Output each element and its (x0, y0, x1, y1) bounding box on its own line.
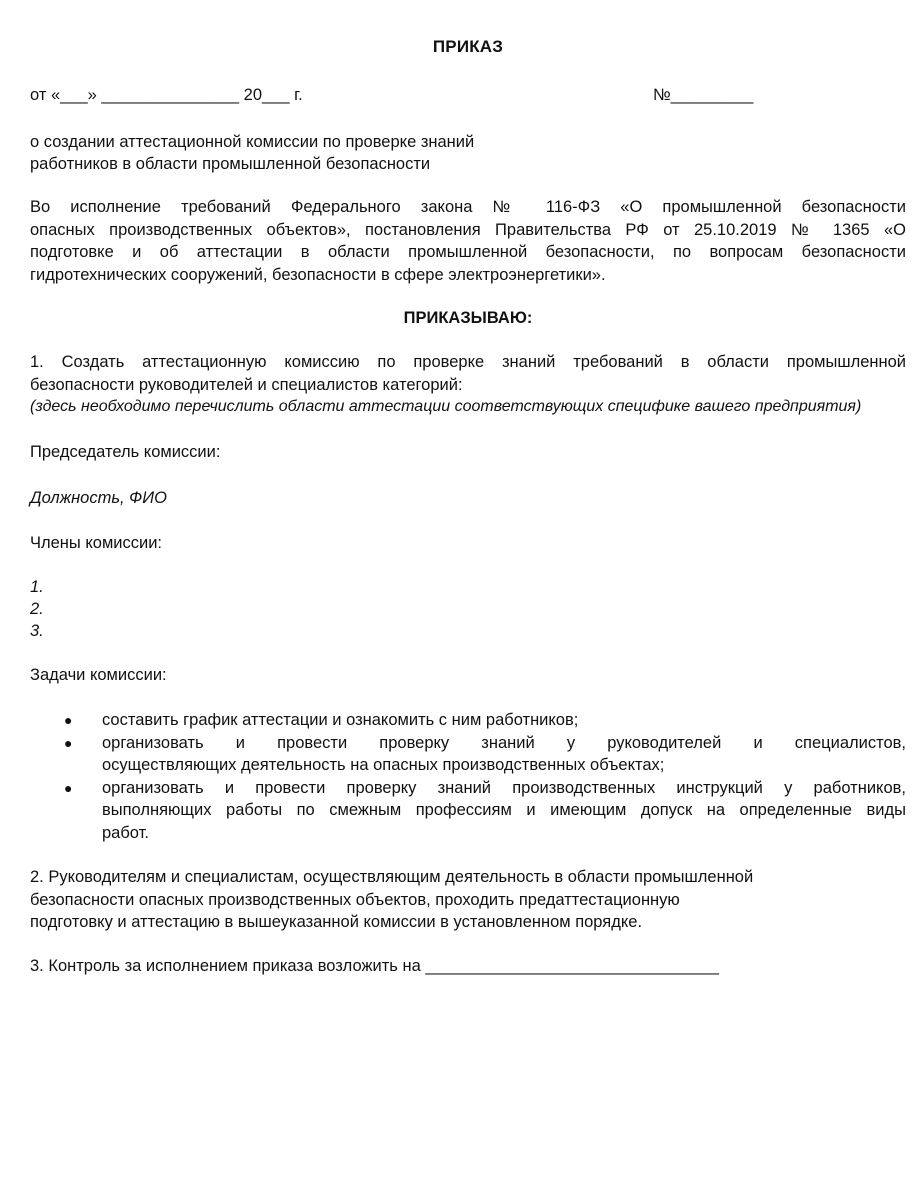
chairman-value: Должность, ФИО (30, 489, 167, 507)
item-1-line: 1. Создать аттестационную комиссию по проверке знаний требований в области промышленной (30, 353, 906, 371)
document-page (30, 0, 906, 1200)
member-number: 2. (30, 600, 44, 618)
member-number: 3. (30, 622, 44, 640)
task-line: работ. (102, 823, 149, 842)
tasks-list (30, 709, 906, 844)
task-line: организовать и провести проверку знаний у руководителей и специалистов, (102, 733, 906, 752)
tasks-label: Задачи комиссии: (30, 666, 167, 684)
member-number: 1. (30, 578, 44, 596)
members-list (30, 576, 44, 642)
subject-line: работников в области промышленной безопасности (30, 155, 431, 173)
task-line: осуществляющих деятельность на опасных производственных объектах; (102, 756, 665, 774)
task-item (30, 732, 906, 777)
item-1-paragraph (30, 351, 906, 419)
document-title: ПРИКАЗ (432, 37, 504, 56)
task-line: выполняющих работы по смежным профессиям и имеющим допуск на определенные виды (102, 801, 906, 819)
item-2-line: безопасности опасных производственных объектов, проходить предаттестационную (30, 890, 680, 909)
item-2-paragraph (30, 866, 906, 934)
item-3-paragraph: 3. Контроль за исполнением приказа возложить на ________________________________ (30, 957, 719, 975)
preamble-line: подготовке и об аттестации в области промышленной безопасности, по вопросам безопасности (30, 243, 906, 261)
preamble-paragraph (30, 196, 906, 286)
members-label: Члены комиссии: (30, 534, 163, 552)
subject-line: о создании аттестационной комиссии по проверке знаний (30, 133, 475, 151)
bullet-icon: ● (64, 734, 73, 751)
item-1-line: безопасности руководителей и специалистов категорий: (30, 375, 463, 394)
task-line: составить график аттестации и ознакомить с ним работников; (102, 711, 579, 729)
date-field: от «___» _______________ 20___ г. (30, 86, 303, 104)
item-2-line: 2. Руководителям и специалистам, осуществляющим деятельность в области промышленной (30, 868, 754, 886)
bullet-icon: ● (64, 779, 73, 796)
chairman-label: Председатель комиссии: (30, 443, 221, 461)
preamble-line: Во исполнение требований Федерального закона № 116-ФЗ «О промышленной безопасности (30, 198, 906, 216)
item-1-note: (здесь необходимо перечислить области аттестации соответствующих специфике вашего предприятия) (30, 398, 862, 415)
task-item (30, 777, 906, 845)
number-field: №_________ (653, 86, 754, 104)
task-line: организовать и провести проверку знаний производственных инструкций у работников, (102, 778, 906, 797)
order-subject (30, 131, 630, 175)
preamble-line: гидротехнических сооружений, безопасности в сфере электроэнергетики». (30, 265, 606, 284)
order-heading: ПРИКАЗЫВАЮ: (403, 309, 533, 327)
bullet-icon: ● (64, 712, 73, 728)
date-number-line (30, 86, 906, 108)
task-item (30, 709, 906, 732)
item-2-line: подготовку и аттестацию в вышеуказанной комиссии в установленном порядке. (30, 913, 643, 931)
preamble-line: опасных производственных объектов», постановления Правительства РФ от 25.10.2019 № 1365 «О (30, 220, 906, 239)
